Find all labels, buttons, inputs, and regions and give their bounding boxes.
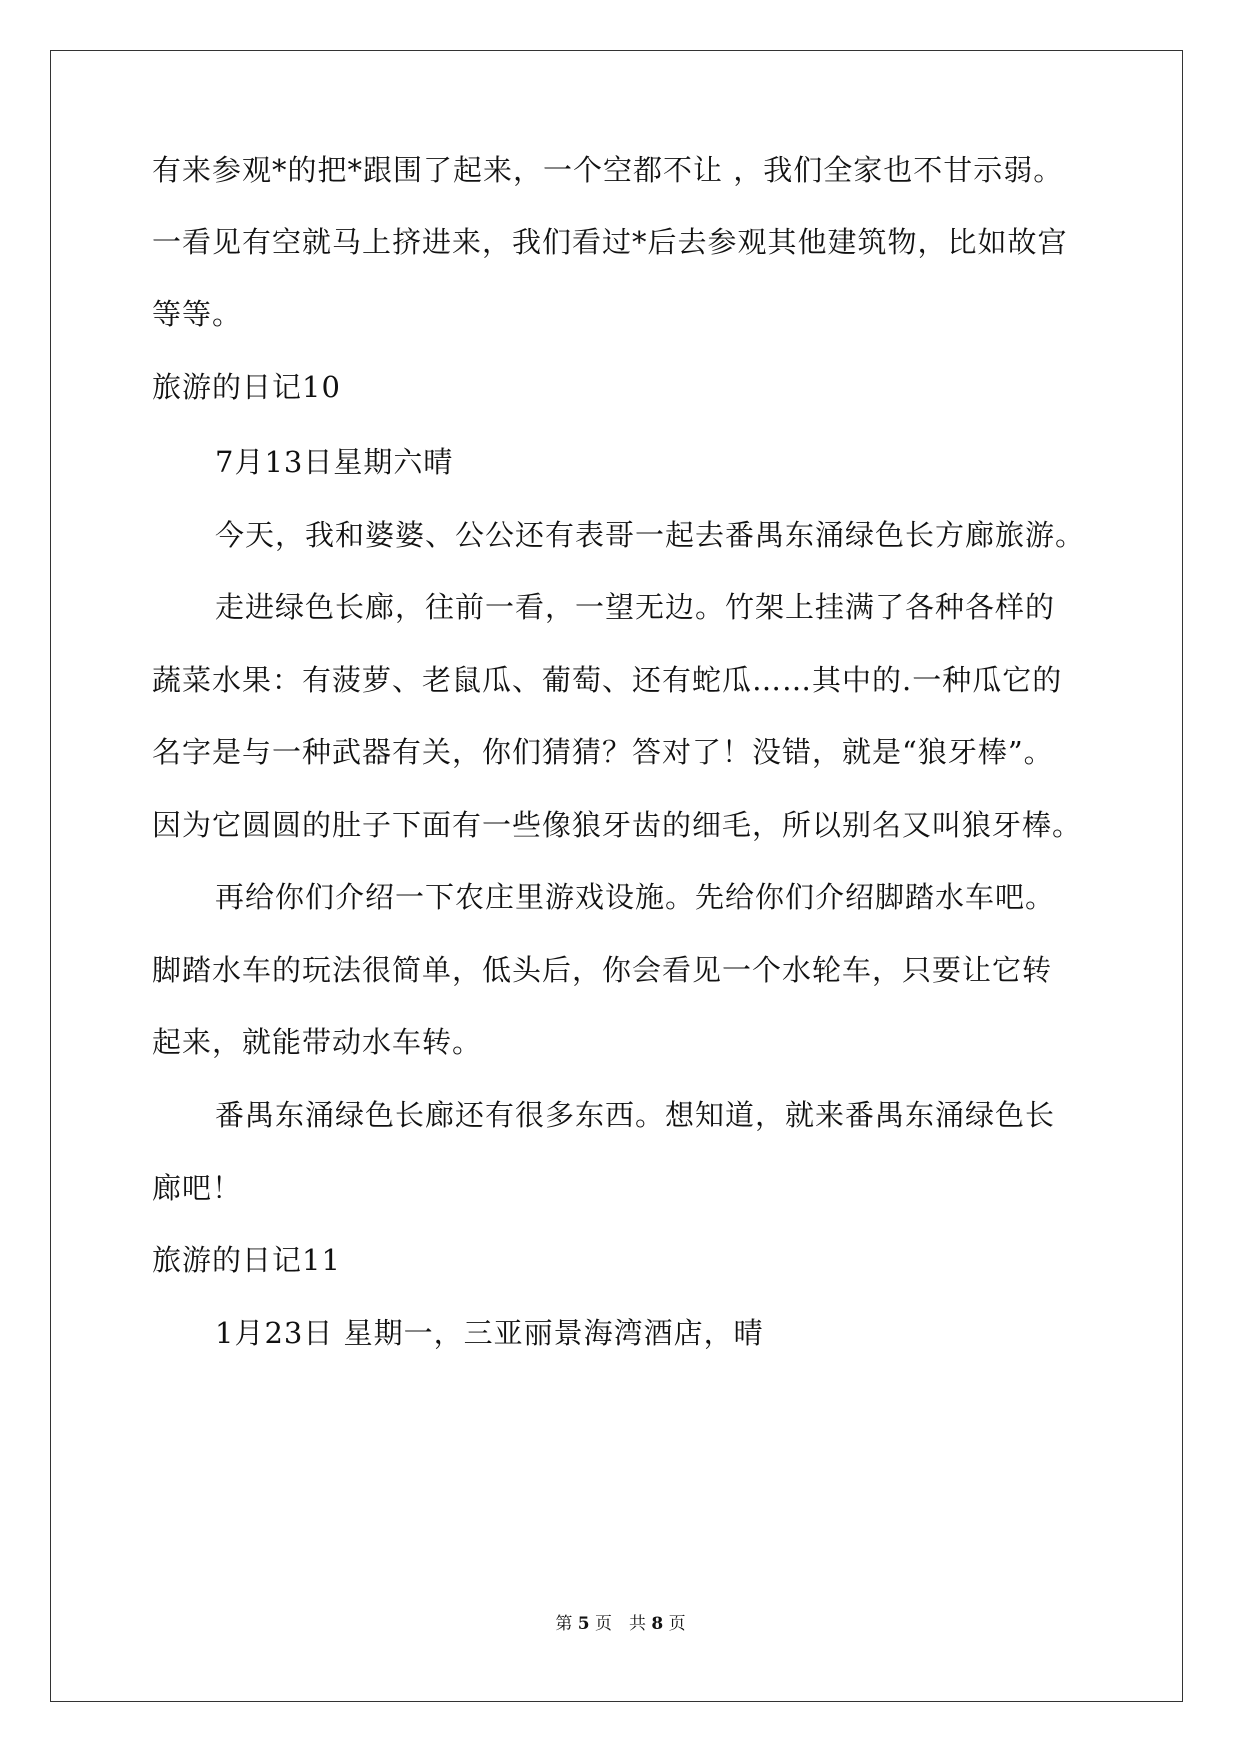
footer-middle: 页 共 — [595, 1614, 646, 1634]
text-line: 蔬菜水果：有菠萝、老鼠瓜、葡萄、还有蛇瓜……其中的.一种瓜它的 — [152, 663, 1063, 697]
text-line: 廊吧！ — [152, 1171, 243, 1205]
text-line: 有来参观*的把*跟围了起来，一个空都不让 ，我们全家也不甘示弱。 — [152, 153, 1064, 187]
footer-suffix: 页 — [668, 1614, 686, 1634]
text-line: 一看见有空就马上挤进来，我们看过*后去参观其他建筑物，比如故宫 — [152, 225, 1068, 259]
text-line: 名字是与一种武器有关，你们猜猜？答对了！没错，就是“狼牙棒”。 — [152, 735, 1054, 769]
paragraph-start: 再给你们介绍一下农庄里游戏设施。先给你们介绍脚踏水车吧。 — [215, 880, 1056, 914]
section-heading: 旅游的日记11 — [152, 1243, 341, 1277]
current-page-number: 5 — [577, 1614, 590, 1634]
page-footer — [0, 1612, 1241, 1636]
text-line: 脚踏水车的玩法很简单，低头后，你会看见一个水轮车，只要让它转 — [152, 953, 1053, 987]
diary-date-line: 1月23日 星期一，三亚丽景海湾酒店，晴 — [215, 1316, 764, 1350]
paragraph-start: 番禺东涌绿色长廊还有很多东西。想知道，就来番禺东涌绿色长 — [215, 1098, 1056, 1132]
paragraph-start: 走进绿色长廊，往前一看，一望无边。竹架上挂满了各种各样的 — [215, 590, 1056, 624]
text-line: 等等。 — [152, 297, 243, 331]
footer-prefix: 第 — [555, 1614, 573, 1634]
text-line: 因为它圆圆的肚子下面有一些像狼牙齿的细毛，所以别名又叫狼牙棒。 — [152, 808, 1083, 842]
total-page-number: 8 — [651, 1614, 664, 1634]
diary-date-line: 7月13日星期六晴 — [215, 445, 454, 479]
text-line: 起来，就能带动水车转。 — [152, 1025, 483, 1059]
paragraph-start: 今天，我和婆婆、公公还有表哥一起去番禺东涌绿色长方廊旅游。 — [215, 518, 1086, 552]
section-heading: 旅游的日记10 — [152, 370, 341, 404]
